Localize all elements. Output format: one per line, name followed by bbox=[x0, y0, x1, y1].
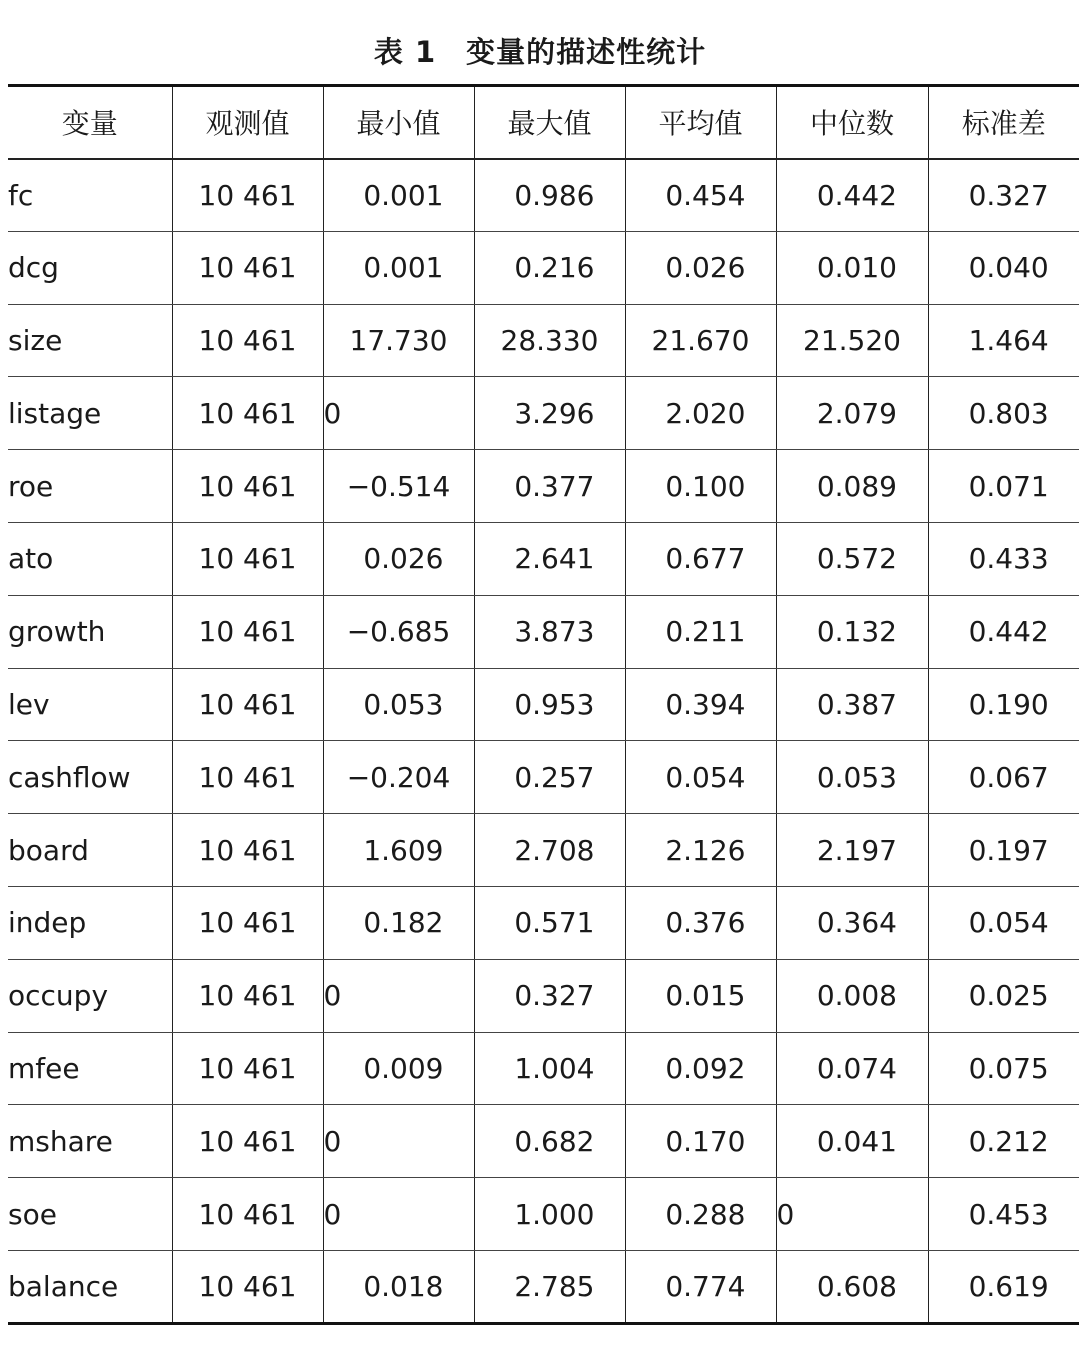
cell-value: 10 461 bbox=[198, 396, 297, 430]
cell-value: 0.216 bbox=[514, 251, 595, 285]
cell-value: 0.376 bbox=[665, 906, 746, 940]
table-row bbox=[8, 1250, 1079, 1323]
cell-std bbox=[928, 377, 1079, 450]
cell-value: 0.009 bbox=[363, 1051, 444, 1085]
cell-value: 2.079 bbox=[816, 396, 897, 430]
cell-observations bbox=[172, 377, 323, 450]
cell-variable: listage bbox=[8, 377, 172, 450]
cell-mean bbox=[625, 1032, 776, 1105]
cell-max bbox=[474, 304, 625, 377]
cell-mean bbox=[625, 231, 776, 304]
cell-value: 0.054 bbox=[968, 906, 1049, 940]
cell-std bbox=[928, 741, 1079, 814]
cell-value: 2.785 bbox=[514, 1269, 595, 1303]
column-header-max: 最大值 bbox=[474, 86, 625, 159]
cell-value: 10 461 bbox=[198, 542, 297, 576]
cell-mean bbox=[625, 886, 776, 959]
cell-value: 10 461 bbox=[198, 906, 297, 940]
cell-median bbox=[776, 741, 928, 814]
table-row bbox=[8, 741, 1079, 814]
cell-median bbox=[776, 450, 928, 523]
cell-value: 0.054 bbox=[665, 760, 746, 794]
cell-observations bbox=[172, 886, 323, 959]
header-row bbox=[8, 86, 1079, 159]
cell-max bbox=[474, 522, 625, 595]
cell-variable: soe bbox=[8, 1178, 172, 1251]
cell-value: 28.330 bbox=[500, 323, 599, 357]
cell-variable: board bbox=[8, 814, 172, 887]
cell-min bbox=[323, 159, 474, 232]
table-row bbox=[8, 814, 1079, 887]
cell-value: 0.387 bbox=[816, 687, 897, 721]
cell-observations bbox=[172, 231, 323, 304]
cell-value: 10 461 bbox=[198, 615, 297, 649]
cell-value: 1.004 bbox=[514, 1051, 595, 1085]
cell-max bbox=[474, 1250, 625, 1323]
cell-variable: growth bbox=[8, 595, 172, 668]
cell-min bbox=[323, 886, 474, 959]
cell-value: 0.041 bbox=[816, 1124, 897, 1158]
table-row bbox=[8, 886, 1079, 959]
column-header-variable: 变量 bbox=[8, 86, 172, 159]
cell-mean bbox=[625, 1250, 776, 1323]
cell-value: 3.873 bbox=[514, 615, 595, 649]
table-row bbox=[8, 522, 1079, 595]
cell-observations bbox=[172, 304, 323, 377]
cell-observations bbox=[172, 814, 323, 887]
cell-observations bbox=[172, 1032, 323, 1105]
cell-value: 0.001 bbox=[363, 178, 444, 212]
cell-observations bbox=[172, 595, 323, 668]
table-row bbox=[8, 959, 1079, 1032]
cell-variable: cashflow bbox=[8, 741, 172, 814]
cell-value: 0.433 bbox=[968, 542, 1049, 576]
cell-min bbox=[323, 304, 474, 377]
cell-median bbox=[776, 814, 928, 887]
cell-value: 0.774 bbox=[665, 1269, 746, 1303]
table-row bbox=[8, 231, 1079, 304]
cell-max bbox=[474, 1032, 625, 1105]
cell-max bbox=[474, 595, 625, 668]
cell-std bbox=[928, 1250, 1079, 1323]
cell-variable: size bbox=[8, 304, 172, 377]
cell-median bbox=[776, 595, 928, 668]
cell-max bbox=[474, 231, 625, 304]
cell-value: 0.053 bbox=[363, 687, 444, 721]
cell-value: 17.730 bbox=[349, 323, 448, 357]
cell-median bbox=[776, 959, 928, 1032]
cell-value: 0.001 bbox=[363, 251, 444, 285]
cell-value: 1.000 bbox=[514, 1197, 595, 1231]
cell-observations bbox=[172, 1105, 323, 1178]
cell-variable: roe bbox=[8, 450, 172, 523]
cell-value: 0.018 bbox=[363, 1269, 444, 1303]
cell-value: 0.257 bbox=[514, 760, 595, 794]
cell-value: 0.008 bbox=[816, 979, 897, 1013]
cell-min: 0 bbox=[323, 1178, 474, 1251]
cell-std bbox=[928, 959, 1079, 1032]
cell-variable: dcg bbox=[8, 231, 172, 304]
cell-observations bbox=[172, 450, 323, 523]
cell-value: −0.685 bbox=[346, 615, 451, 649]
cell-value: 0.442 bbox=[968, 615, 1049, 649]
cell-min bbox=[323, 231, 474, 304]
table-row bbox=[8, 450, 1079, 523]
cell-value: 10 461 bbox=[198, 1124, 297, 1158]
cell-value: 0.442 bbox=[816, 178, 897, 212]
cell-median bbox=[776, 668, 928, 741]
cell-value: 10 461 bbox=[198, 833, 297, 867]
cell-median bbox=[776, 304, 928, 377]
cell-value: 0.197 bbox=[968, 833, 1049, 867]
cell-mean bbox=[625, 668, 776, 741]
cell-mean bbox=[625, 159, 776, 232]
cell-value: 0.074 bbox=[816, 1051, 897, 1085]
cell-median bbox=[776, 159, 928, 232]
cell-value: 0.015 bbox=[665, 979, 746, 1013]
table-row bbox=[8, 1105, 1079, 1178]
cell-value: 0.453 bbox=[968, 1197, 1049, 1231]
cell-variable: mshare bbox=[8, 1105, 172, 1178]
cell-value: 0.803 bbox=[968, 396, 1049, 430]
cell-value: 0.092 bbox=[665, 1051, 746, 1085]
cell-value: 0.327 bbox=[968, 178, 1049, 212]
cell-value: 10 461 bbox=[198, 1269, 297, 1303]
cell-std bbox=[928, 450, 1079, 523]
cell-variable: balance bbox=[8, 1250, 172, 1323]
table-title: 表 1 变量的描述性统计 bbox=[373, 35, 707, 69]
cell-median bbox=[776, 231, 928, 304]
cell-max bbox=[474, 1105, 625, 1178]
table-row bbox=[8, 1178, 1079, 1251]
cell-value: 10 461 bbox=[198, 760, 297, 794]
cell-value: 0.327 bbox=[514, 979, 595, 1013]
cell-std bbox=[928, 1178, 1079, 1251]
cell-std bbox=[928, 595, 1079, 668]
cell-value: 10 461 bbox=[198, 1051, 297, 1085]
cell-observations bbox=[172, 522, 323, 595]
table-row bbox=[8, 304, 1079, 377]
cell-value: −0.204 bbox=[346, 760, 451, 794]
table-row bbox=[8, 377, 1079, 450]
table-row bbox=[8, 159, 1079, 232]
cell-observations bbox=[172, 959, 323, 1032]
cell-value: 0.182 bbox=[363, 906, 444, 940]
column-header-min: 最小值 bbox=[323, 86, 474, 159]
cell-median bbox=[776, 886, 928, 959]
cell-max bbox=[474, 668, 625, 741]
table-row bbox=[8, 1032, 1079, 1105]
cell-max bbox=[474, 1178, 625, 1251]
cell-variable: occupy bbox=[8, 959, 172, 1032]
cell-median bbox=[776, 1250, 928, 1323]
cell-mean bbox=[625, 741, 776, 814]
cell-std bbox=[928, 522, 1079, 595]
cell-observations bbox=[172, 159, 323, 232]
cell-value: 0.132 bbox=[816, 615, 897, 649]
cell-value: 1.464 bbox=[968, 323, 1049, 357]
cell-observations bbox=[172, 741, 323, 814]
cell-value: 0.608 bbox=[816, 1269, 897, 1303]
cell-mean bbox=[625, 377, 776, 450]
cell-value: 21.670 bbox=[651, 323, 750, 357]
cell-value: 2.126 bbox=[665, 833, 746, 867]
cell-value: 0.100 bbox=[665, 469, 746, 503]
cell-std bbox=[928, 159, 1079, 232]
cell-mean bbox=[625, 1105, 776, 1178]
column-header-mean: 平均值 bbox=[625, 86, 776, 159]
cell-value: 0.026 bbox=[363, 542, 444, 576]
cell-value: 1.609 bbox=[363, 833, 444, 867]
cell-value: 0.394 bbox=[665, 687, 746, 721]
cell-value: 2.020 bbox=[665, 396, 746, 430]
cell-max bbox=[474, 450, 625, 523]
cell-value: 0.454 bbox=[665, 178, 746, 212]
cell-std bbox=[928, 668, 1079, 741]
cell-value: −0.514 bbox=[346, 469, 451, 503]
cell-value: 0.010 bbox=[816, 251, 897, 285]
cell-min: 0 bbox=[323, 959, 474, 1032]
cell-value: 10 461 bbox=[198, 979, 297, 1013]
cell-median bbox=[776, 522, 928, 595]
cell-value: 0.212 bbox=[968, 1124, 1049, 1158]
cell-mean bbox=[625, 595, 776, 668]
cell-mean bbox=[625, 450, 776, 523]
cell-variable: lev bbox=[8, 668, 172, 741]
cell-value: 0.572 bbox=[816, 542, 897, 576]
cell-median bbox=[776, 1105, 928, 1178]
cell-value: 10 461 bbox=[198, 178, 297, 212]
cell-max bbox=[474, 377, 625, 450]
cell-value: 0.075 bbox=[968, 1051, 1049, 1085]
cell-value: 0.025 bbox=[968, 979, 1049, 1013]
cell-value: 0.288 bbox=[665, 1197, 746, 1231]
cell-min bbox=[323, 1250, 474, 1323]
cell-value: 10 461 bbox=[198, 1197, 297, 1231]
cell-value: 0.089 bbox=[816, 469, 897, 503]
cell-min bbox=[323, 741, 474, 814]
column-header-observations: 观测值 bbox=[172, 86, 323, 159]
cell-value: 0.211 bbox=[665, 615, 746, 649]
cell-value: 0.619 bbox=[968, 1269, 1049, 1303]
cell-value: 0.986 bbox=[514, 178, 595, 212]
cell-max bbox=[474, 814, 625, 887]
cell-min bbox=[323, 595, 474, 668]
cell-variable: indep bbox=[8, 886, 172, 959]
cell-value: 21.520 bbox=[803, 323, 901, 357]
cell-value: 10 461 bbox=[198, 323, 297, 357]
cell-value: 0.377 bbox=[514, 469, 595, 503]
cell-std bbox=[928, 1032, 1079, 1105]
column-header-std: 标准差 bbox=[928, 86, 1079, 159]
cell-value: 0.682 bbox=[514, 1124, 595, 1158]
cell-mean bbox=[625, 522, 776, 595]
cell-max bbox=[474, 741, 625, 814]
cell-value: 0.364 bbox=[816, 906, 897, 940]
cell-value: 0.040 bbox=[968, 251, 1049, 285]
cell-min: 0 bbox=[323, 377, 474, 450]
cell-min bbox=[323, 668, 474, 741]
cell-min: 0 bbox=[323, 1105, 474, 1178]
cell-mean bbox=[625, 1178, 776, 1251]
table-row bbox=[8, 668, 1079, 741]
cell-value: 10 461 bbox=[198, 687, 297, 721]
cell-value: 2.641 bbox=[514, 542, 595, 576]
cell-value: 0.953 bbox=[514, 687, 595, 721]
cell-median bbox=[776, 1032, 928, 1105]
cell-value: 10 461 bbox=[198, 251, 297, 285]
cell-value: 0.190 bbox=[968, 687, 1049, 721]
cell-value: 0.067 bbox=[968, 760, 1049, 794]
cell-value: 0.571 bbox=[514, 906, 595, 940]
cell-mean bbox=[625, 959, 776, 1032]
cell-value: 0.026 bbox=[665, 251, 746, 285]
cell-mean bbox=[625, 814, 776, 887]
cell-min bbox=[323, 450, 474, 523]
cell-std bbox=[928, 304, 1079, 377]
cell-mean bbox=[625, 304, 776, 377]
cell-value: 0.053 bbox=[816, 760, 897, 794]
cell-value: 0.677 bbox=[665, 542, 746, 576]
cell-max bbox=[474, 886, 625, 959]
cell-max bbox=[474, 159, 625, 232]
cell-std bbox=[928, 231, 1079, 304]
cell-value: 2.197 bbox=[816, 833, 897, 867]
cell-variable: fc bbox=[8, 159, 172, 232]
cell-std bbox=[928, 814, 1079, 887]
cell-min bbox=[323, 522, 474, 595]
cell-min bbox=[323, 1032, 474, 1105]
cell-std bbox=[928, 1105, 1079, 1178]
cell-observations bbox=[172, 1178, 323, 1251]
cell-value: 2.708 bbox=[514, 833, 595, 867]
cell-value: 3.296 bbox=[514, 396, 595, 430]
column-header-median: 中位数 bbox=[776, 86, 928, 159]
cell-value: 0.170 bbox=[665, 1124, 746, 1158]
cell-median: 0 bbox=[776, 1178, 928, 1251]
cell-median bbox=[776, 377, 928, 450]
cell-value: 10 461 bbox=[198, 469, 297, 503]
table-body bbox=[8, 159, 1079, 1324]
descriptive-statistics-table bbox=[8, 84, 1079, 1325]
cell-variable: ato bbox=[8, 522, 172, 595]
cell-min bbox=[323, 814, 474, 887]
cell-observations bbox=[172, 668, 323, 741]
cell-std bbox=[928, 886, 1079, 959]
cell-observations bbox=[172, 1250, 323, 1323]
table-row bbox=[8, 595, 1079, 668]
cell-value: 0.071 bbox=[968, 469, 1049, 503]
cell-variable: mfee bbox=[8, 1032, 172, 1105]
cell-max bbox=[474, 959, 625, 1032]
